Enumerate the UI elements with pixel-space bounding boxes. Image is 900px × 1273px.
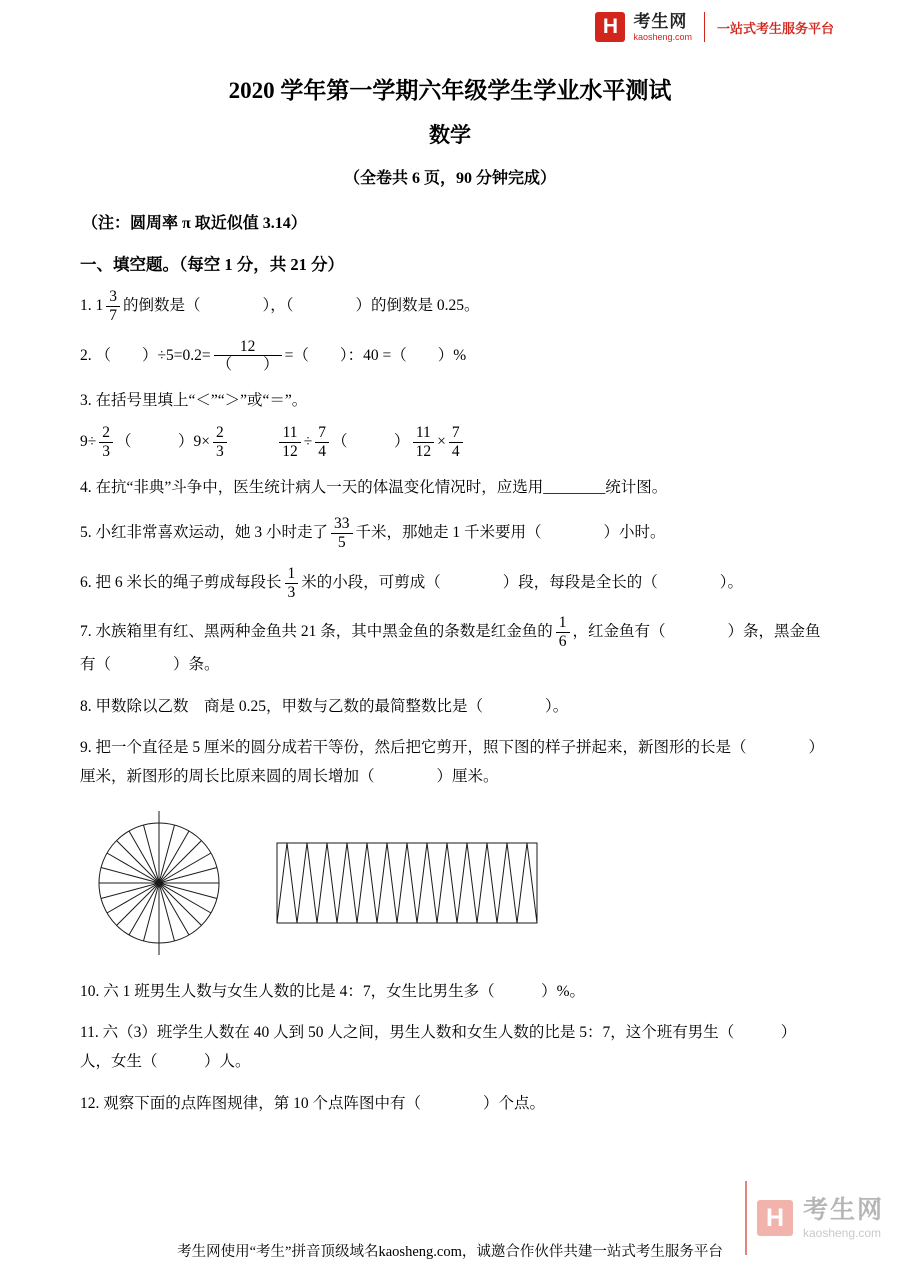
fraction-denominator: 6 <box>556 632 570 651</box>
fraction <box>106 288 120 325</box>
question-7 <box>80 614 822 679</box>
text-segment: 7. 水族箱里有红、黑两种金鱼共 21 条，其中黑金鱼的条数是红金鱼的 <box>80 623 553 641</box>
fraction <box>413 424 435 461</box>
fraction <box>214 338 282 375</box>
fraction-denominator: 3 <box>99 442 113 461</box>
text-segment: 米的小段，可剪成（ ）段，每段是全长的（ ）。 <box>301 573 744 591</box>
text-segment: 5. 小红非常喜欢运动，她 3 小时走了 <box>80 524 329 542</box>
fraction-numerator: 11 <box>415 423 431 441</box>
fraction <box>99 424 113 461</box>
fraction-numerator: 1 <box>558 614 567 632</box>
text-segment: （ ）9× <box>116 432 211 450</box>
watermark-domain: kaosheng.com <box>802 1225 882 1240</box>
kaosheng-watermark <box>745 1181 884 1255</box>
brand-divider <box>704 12 705 42</box>
text-segment: =（ ）：40 =（ ）% <box>284 346 467 364</box>
exam-info: （全卷共 6 页，90 分钟完成） <box>343 170 556 187</box>
question-9 <box>80 734 822 791</box>
text-segment: 9. 把一个直径是 5 厘米的圆分成若干等份，然后把它剪开，照下图的样子拼起来，新图形的长是（ ）厘米，新图形的周长比原来圆的周长增加（ ）厘米。 <box>80 739 817 786</box>
fraction <box>213 424 227 461</box>
fraction-denominator: 4 <box>449 442 463 461</box>
text-segment: × <box>437 432 446 450</box>
fraction-denominator: （ ） <box>214 355 282 374</box>
text-segment: 11. 六（3）班学生人数在 40 人到 50 人之间，男生人数和女生人数的比是 5：7，这个班有男生（ ）人，女生（ ）人。 <box>80 1024 797 1071</box>
fraction <box>331 515 353 552</box>
text-segment: 1. 1 <box>80 296 104 314</box>
fraction-numerator: 11 <box>282 423 298 441</box>
watermark-divider <box>745 1181 747 1255</box>
circle-sectors-figure <box>94 808 224 958</box>
fraction-numerator: 3 <box>109 288 117 305</box>
fraction-numerator: 7 <box>318 423 327 441</box>
fraction <box>285 565 299 602</box>
text-segment: （ ） <box>332 432 410 450</box>
text-segment: 10. 六 1 班男生人数与女生人数的比是 4：7，女生比男生多（ ）%。 <box>80 982 586 1000</box>
text-segment: ，红金鱼有（ ）条，黑金鱼有（ ）条。 <box>80 623 821 674</box>
text-segment: 3. 在括号里填上“＜”“＞”或“＝”。 <box>80 392 308 410</box>
text-segment: 4. 在抗“非典”斗争中，医生统计病人一天的体温变化情况时，应选用________统计图。 <box>80 478 668 496</box>
section-1-heading: 一、填空题。（每空 1 分，共 21 分） <box>80 255 344 274</box>
fraction-numerator: 2 <box>216 423 224 441</box>
pi-note: （注：圆周率 π 取近似值 3.14） <box>82 215 307 232</box>
text-segment: 12. 观察下面的点阵图规律，第 10 个点阵图中有（ ）个点。 <box>80 1094 546 1112</box>
brand-text-block <box>633 13 692 42</box>
fraction-numerator: 12 <box>239 337 256 355</box>
brand-tagline: 一站式考生服务平台 <box>716 20 834 36</box>
exam-title: 2020 学年第一学期六年级学生学业水平测试 <box>228 78 672 103</box>
question-1 <box>80 288 822 325</box>
text-segment: 的倒数是（ ），（ ）的倒数是 0.25。 <box>123 296 480 314</box>
watermark-name: 考生网 <box>802 1195 884 1224</box>
watermark-logo-icon: H <box>757 1200 793 1236</box>
question-6 <box>80 565 822 602</box>
text-segment <box>230 433 277 450</box>
question-3 <box>80 387 822 416</box>
question-4 <box>80 474 822 503</box>
fraction <box>315 424 329 461</box>
kaosheng-brand-header <box>595 12 834 42</box>
text-segment: ÷ <box>303 432 313 450</box>
text-segment: 8. 甲数除以乙数 商是 0.25，甲数与乙数的最简整数比是（ ）。 <box>80 697 569 715</box>
fraction-numerator: 7 <box>451 423 460 441</box>
fraction-denominator: 3 <box>285 583 299 602</box>
fraction-denominator: 5 <box>331 533 353 552</box>
fraction <box>279 424 301 461</box>
text-segment: 9÷ <box>80 432 97 450</box>
fraction-denominator: 3 <box>213 442 227 461</box>
question-12 <box>80 1090 822 1119</box>
fraction-numerator: 1 <box>287 564 296 582</box>
watermark-text-block <box>802 1195 884 1240</box>
question-8 <box>80 693 822 722</box>
rearranged-sectors-figure <box>276 842 538 924</box>
question-5 <box>80 515 822 552</box>
question-10 <box>80 978 822 1007</box>
questions-list <box>80 288 822 1118</box>
text-segment: 千米，那她走 1 千米要用（ ）小时。 <box>355 524 666 542</box>
fraction-denominator: 7 <box>106 306 120 325</box>
fraction-denominator: 4 <box>315 442 329 461</box>
question-3-expressions <box>80 424 822 461</box>
exam-subject: 数学 <box>429 123 471 147</box>
fraction-denominator: 12 <box>413 442 435 461</box>
brand-name: 考生网 <box>633 11 688 31</box>
question-9-figures <box>94 808 822 958</box>
text-segment: 6. 把 6 米长的绳子剪成每段长 <box>80 573 282 591</box>
fraction-denominator: 12 <box>279 442 301 461</box>
brand-domain: kaosheng.com <box>633 31 692 42</box>
footer-text: 考生网使用“考生”拼音顶级域名kaosheng.com，诚邀合作伙伴共建一站式考生服务平台 <box>177 1244 723 1260</box>
fraction <box>449 424 463 461</box>
question-2 <box>80 338 822 375</box>
fraction-numerator: 2 <box>102 423 111 441</box>
text-segment: 2. （ ）÷5=0.2= <box>80 346 211 364</box>
fraction <box>556 614 570 651</box>
fraction-numerator: 33 <box>334 515 350 533</box>
kaosheng-logo-icon: H <box>595 12 625 42</box>
question-11 <box>80 1019 822 1076</box>
